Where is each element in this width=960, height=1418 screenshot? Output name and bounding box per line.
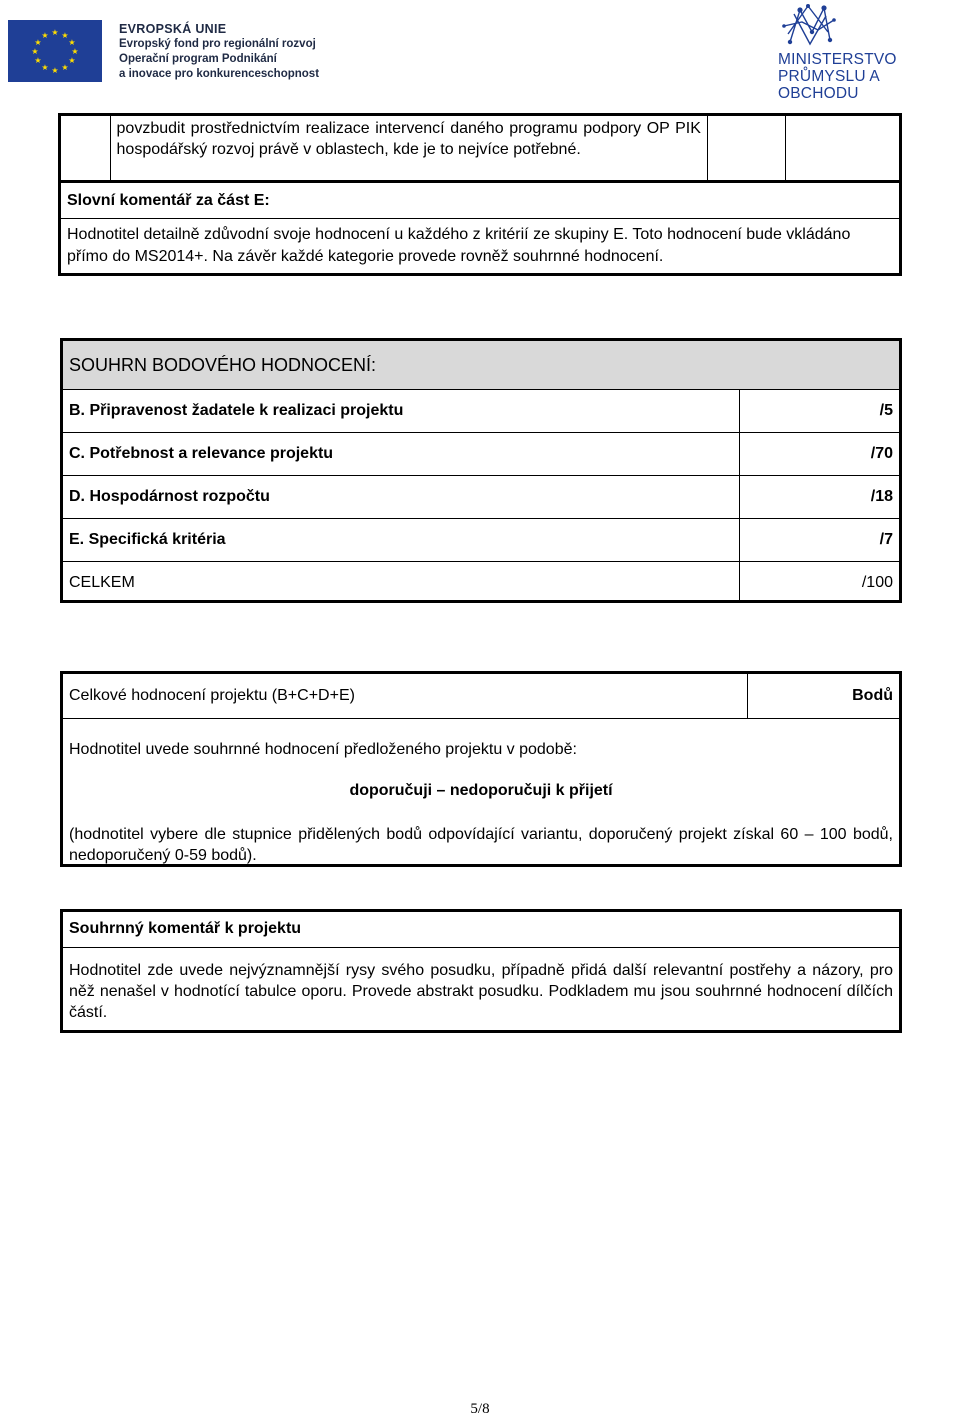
summary-row-label: C. Potřebnost a relevance projektu xyxy=(69,445,334,462)
top-table-empty-cell xyxy=(60,115,111,182)
svg-text:★: ★ xyxy=(68,38,76,47)
eu-program-2: a inovace pro konkurenceschopnost xyxy=(119,68,320,80)
svg-text:★: ★ xyxy=(61,31,69,40)
eu-title: EVROPSKÁ UNIE xyxy=(119,22,227,36)
overall-line1: Hodnotitel uvede souhrnné hodnocení předloženého projektu v podobě: xyxy=(69,741,577,758)
summary-row-label: D. Hospodárnost rozpočtu xyxy=(69,488,270,505)
summary-comment xyxy=(60,909,902,1033)
eu-flag-logo xyxy=(8,20,102,82)
summary-header xyxy=(63,341,899,390)
section-e-title: Slovní komentář za část E: xyxy=(60,182,901,219)
svg-text:★: ★ xyxy=(61,63,69,72)
summary-row-b xyxy=(63,390,899,433)
comment-body: Hodnotitel zde uvede nejvýznamnější rysy svého posudku, případně přidá další relevantní postřehy a názory, pro něž nenašel v hodnotící tabulce oporu. Provede abstrakt posudku. Podkladem mu jsou souhrnné hodnocení dílčích částí. xyxy=(69,962,893,1021)
mpo-line-1: MINISTERSTVO xyxy=(778,51,897,68)
svg-text:★: ★ xyxy=(41,31,49,40)
mpo-line-2: PRŮMYSLU A OBCHODU xyxy=(778,68,880,102)
svg-text:★: ★ xyxy=(34,38,42,47)
summary-row-e xyxy=(63,519,899,562)
summary-total-value: /100 xyxy=(861,574,893,591)
top-table-note-cell xyxy=(785,115,900,182)
comment-title: Souhrnný komentář k projektu xyxy=(69,920,302,937)
svg-text:★: ★ xyxy=(41,63,49,72)
overall-note: (hodnotitel vybere dle stupnice přidělených bodů odpovídající variantu, doporučený projekt získal 60 – 100 bodů, nedoporučený 0-59 bodů). xyxy=(69,826,893,864)
top-table xyxy=(58,113,902,276)
overall-title: Celkové hodnocení projektu (B+C+D+E) xyxy=(69,687,355,704)
summary-title: SOUHRN BODOVÉHO HODNOCENÍ: xyxy=(69,355,377,375)
eu-program: Operační program Podnikání xyxy=(119,53,277,65)
page-number: 5/8 xyxy=(470,1401,490,1417)
summary-row-c xyxy=(63,433,899,476)
top-table-text-cell: povzbudit prostřednictvím realizace intervencí daného programu podpory OP PIK hospodářský rozvoj právě v oblastech, kde je to nejvíce potřebné. xyxy=(110,115,707,182)
svg-text:★: ★ xyxy=(68,56,76,65)
summary-row-value: /70 xyxy=(870,445,893,462)
summary-table xyxy=(60,338,902,603)
eu-program-text xyxy=(119,22,319,82)
summary-row-value: /7 xyxy=(879,531,893,548)
svg-text:★: ★ xyxy=(34,56,42,65)
overall-points-label: Bodů xyxy=(852,687,893,704)
summary-row-value: /18 xyxy=(870,488,893,505)
overall-header xyxy=(63,674,899,719)
comment-header xyxy=(63,912,899,948)
top-table-score-cell xyxy=(707,115,785,182)
summary-row-total xyxy=(63,562,899,605)
summary-total-label: CELKEM xyxy=(69,574,135,591)
svg-text:★: ★ xyxy=(31,47,39,56)
mpo-logo-icon xyxy=(780,2,836,50)
section-e-body: Hodnotitel detailně zdůvodní svoje hodnocení u každého z kritérií ze skupiny E. Toto hodnocení bude vkládáno přímo do MS2014+. Na závěr každé kategorie provede rovněž souhrnné hodnocení. xyxy=(60,219,901,275)
summary-row-value: /5 xyxy=(879,402,893,419)
svg-text:★: ★ xyxy=(51,28,59,37)
summary-row-d xyxy=(63,476,899,519)
svg-text:★: ★ xyxy=(51,66,59,75)
eu-fund: Evropský fond pro regionální rozvoj xyxy=(119,38,316,50)
overall-evaluation xyxy=(60,671,902,867)
mpo-text xyxy=(778,51,960,102)
overall-divider xyxy=(747,674,748,718)
summary-row-label: E. Specifická kritéria xyxy=(69,531,226,548)
summary-row-label: B. Připravenost žadatele k realizaci projektu xyxy=(69,402,404,419)
overall-choice: doporučuji – nedoporučuji k přijetí xyxy=(349,782,613,799)
svg-text:★: ★ xyxy=(71,47,79,56)
